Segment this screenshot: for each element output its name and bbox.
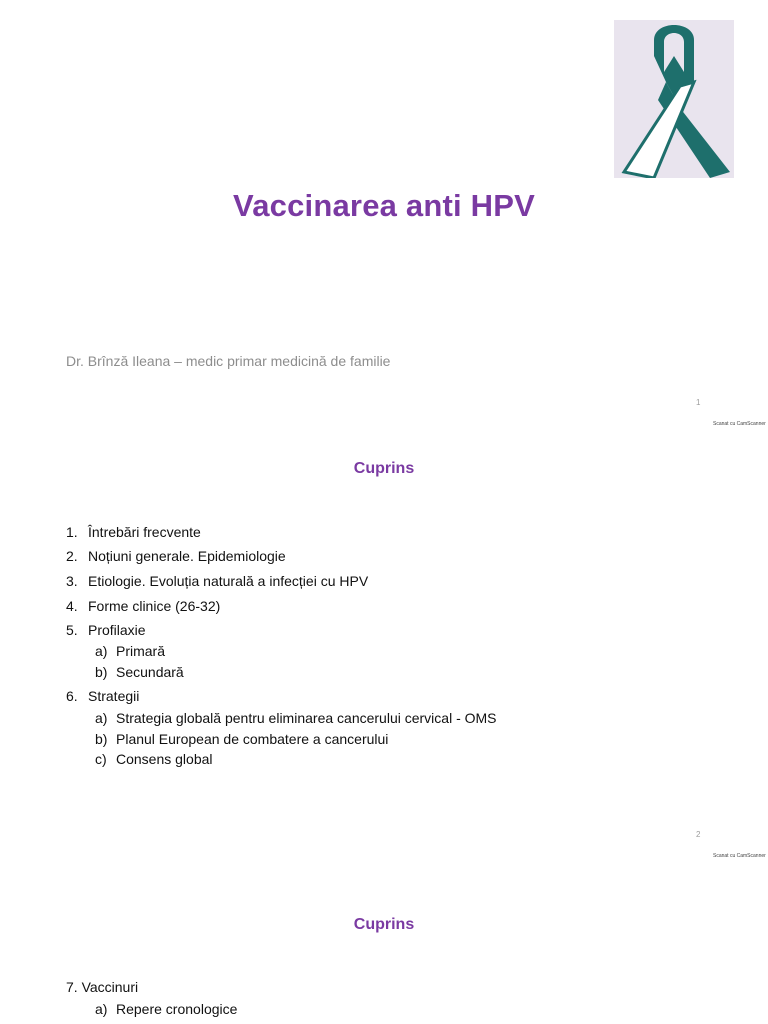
toc-subitem: b) Secundară	[95, 664, 184, 680]
scan-note: Scanat cu CamScanner	[713, 853, 766, 859]
section-title: Cuprins	[353, 916, 415, 933]
toc-item: 6. Strategii	[66, 688, 140, 704]
toc-item: 7. Vaccinuri	[66, 979, 139, 995]
ribbon-graphic	[614, 20, 734, 178]
toc-subitem: b) Planul European de combatere a cancerului	[95, 731, 389, 747]
slide-contents-2	[0, 864, 768, 1024]
toc-item: 2. Noțiuni generale. Epidemiologie	[66, 548, 286, 564]
author-line: Dr. Brînză Ileana – medic primar medicină de familie	[66, 353, 391, 369]
page-number: 2	[696, 830, 701, 839]
section-title: Cuprins	[353, 460, 415, 477]
toc-subitem: a) Repere cronologice	[95, 1001, 238, 1017]
scan-note: Scanat cu CamScanner	[713, 421, 766, 427]
awareness-ribbon-icon	[614, 20, 734, 178]
toc-subitem: c) Consens global	[95, 751, 213, 767]
toc-item: 1. Întrebări frecvente	[66, 524, 201, 540]
presentation-title: Vaccinarea anti HPV	[233, 188, 535, 223]
toc-item: 4. Forme clinice (26-32)	[66, 598, 221, 614]
toc-subitem: a) Strategia globală pentru eliminarea cancerului cervical - OMS	[95, 710, 497, 726]
toc-subitem: a) Primară	[95, 643, 166, 659]
page-number: 1	[696, 398, 701, 407]
toc-item: 5. Profilaxie	[66, 622, 146, 638]
slide-title	[0, 0, 768, 432]
slide-contents-1	[0, 432, 768, 864]
toc-item: 3. Etiologie. Evoluția naturală a infecției cu HPV	[66, 573, 369, 589]
